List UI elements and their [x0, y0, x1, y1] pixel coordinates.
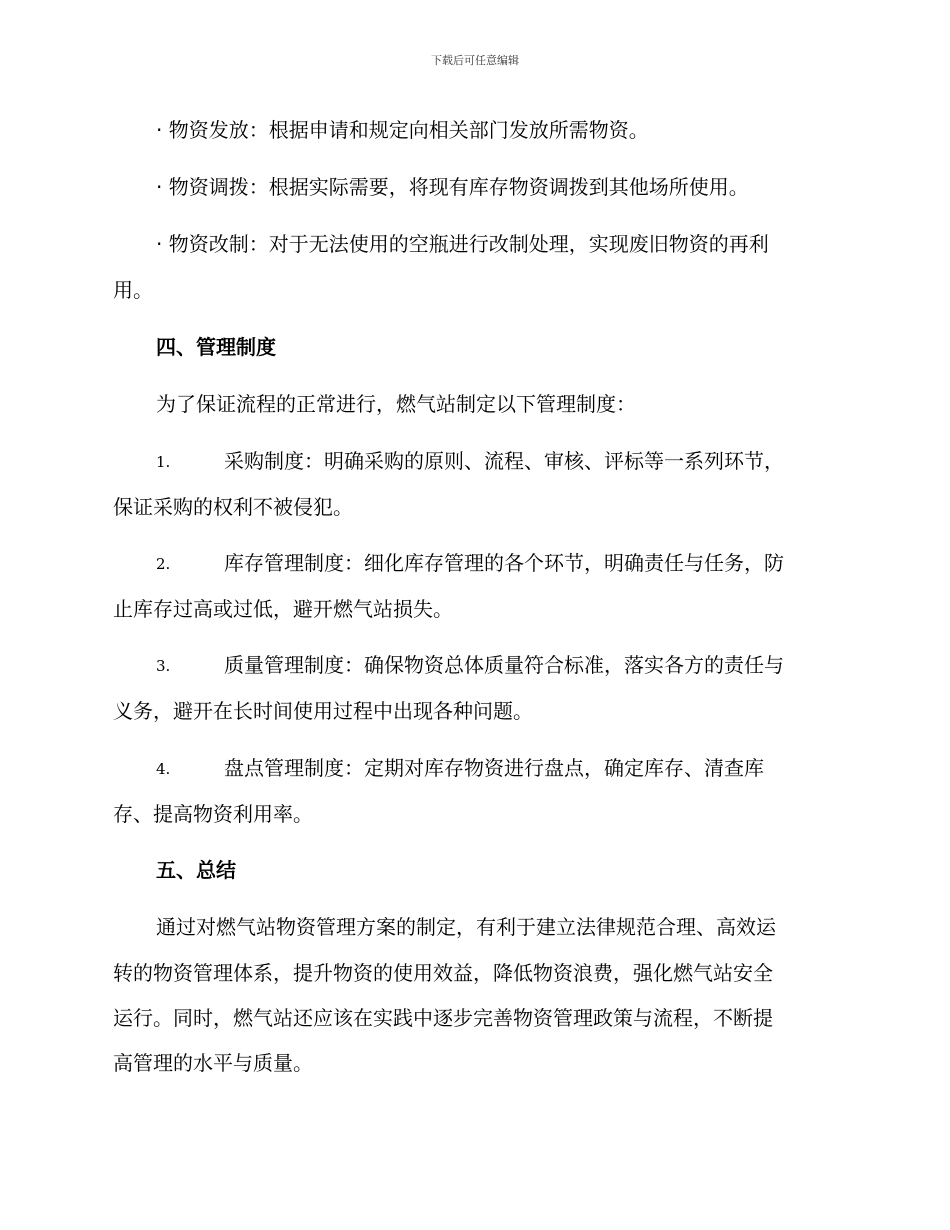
summary-line-3: 运行。同时，燃气站还应该在实践中逐步完善物资管理政策与流程，不断提 — [113, 1006, 773, 1030]
item1-text: 采购制度：明确采购的原则、流程、审核、评标等一系列环节， — [224, 449, 784, 473]
item3-text-cont: 义务，避开在长时间使用过程中出现各种问题。 — [113, 699, 533, 723]
item4-text-cont: 存、提高物资利用率。 — [113, 802, 313, 826]
section5-heading: 五、总结 — [156, 858, 236, 882]
item1-text-cont: 保证采购的权利不被侵犯。 — [113, 495, 353, 519]
bullet-modify: · 物资改制：对于无法使用的空瓶进行改制处理，实现废旧物资的再利 — [156, 232, 769, 256]
item2-text: 库存管理制度：细化库存管理的各个环节，明确责任与任务，防 — [224, 551, 784, 575]
item4-number: 4. — [156, 760, 171, 778]
item3-text: 质量管理制度：确保物资总体质量符合标准，落实各方的责任与 — [224, 653, 784, 677]
item2-number: 2. — [156, 555, 171, 573]
item2-text-cont: 止库存过高或过低，避开燃气站损失。 — [113, 597, 453, 621]
bullet-modify-cont: 用。 — [113, 278, 153, 302]
bullet-transfer: · 物资调拨：根据实际需要，将现有库存物资调拨到其他场所使用。 — [156, 175, 749, 199]
summary-line-2: 转的物资管理体系，提升物资的使用效益，降低物资浪费，强化燃气站安全 — [113, 961, 773, 985]
item1-number: 1. — [156, 453, 171, 471]
page-header: 下载后可任意编辑 — [431, 54, 519, 67]
summary-line-4: 高管理的水平与质量。 — [113, 1051, 313, 1075]
summary-line-1: 通过对燃气站物资管理方案的制定，有利于建立法律规范合理、高效运 — [156, 915, 776, 939]
section4-intro: 为了保证流程的正常进行，燃气站制定以下管理制度： — [156, 392, 636, 416]
item3-number: 3. — [156, 657, 171, 675]
item4-text: 盘点管理制度：定期对库存物资进行盘点，确定库存、清查库 — [224, 756, 764, 780]
section4-heading: 四、管理制度 — [156, 335, 276, 359]
bullet-issue: · 物资发放：根据申请和规定向相关部门发放所需物资。 — [156, 118, 649, 142]
